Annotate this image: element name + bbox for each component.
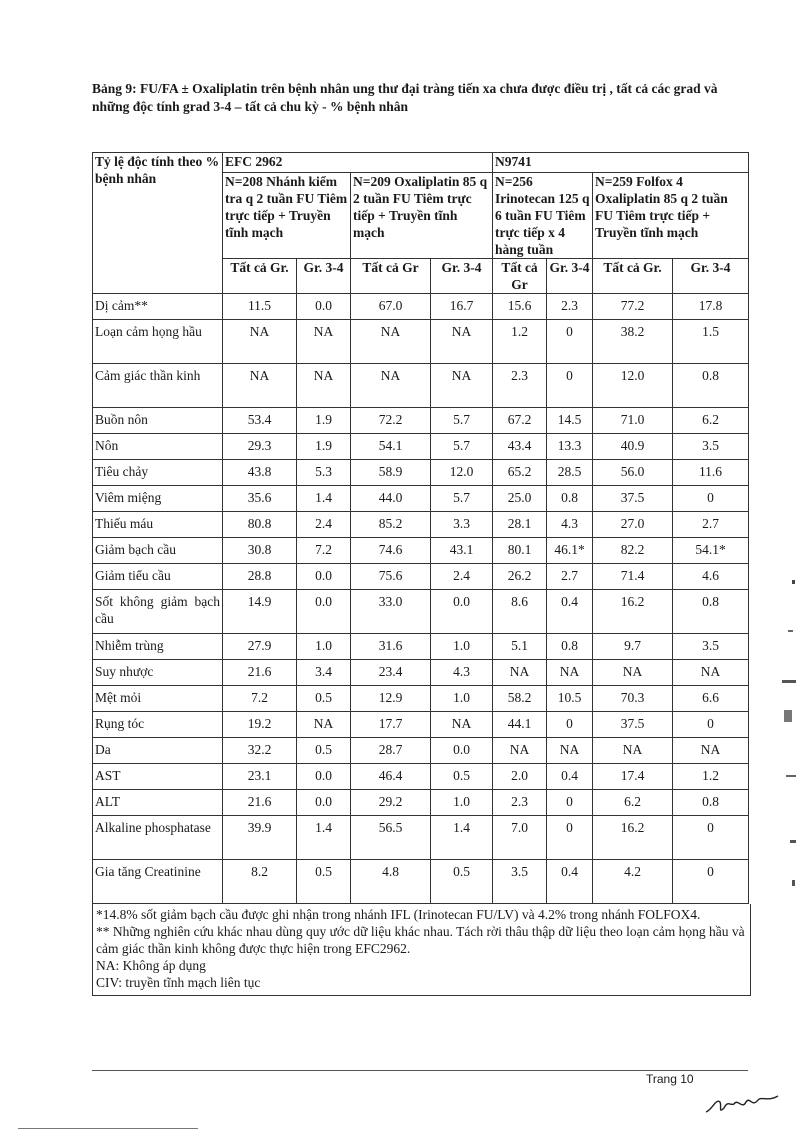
row-label: Dị cảm** — [93, 294, 223, 320]
row-label: Da — [93, 738, 223, 764]
table-cell: 4.8 — [351, 860, 431, 904]
arm-header: N=208 Nhánh kiểm tra q 2 tuần FU Tiêm trực tiếp + Truyền tĩnh mạch — [223, 173, 351, 259]
row-label: Mệt mỏi — [93, 686, 223, 712]
table-cell: 65.2 — [493, 460, 547, 486]
table-cell: 0.0 — [297, 564, 351, 590]
sub-header: Gr. 3-4 — [297, 259, 351, 294]
table-cell: 37.5 — [593, 712, 673, 738]
table-row — [93, 686, 749, 712]
table-cell: 28.5 — [547, 460, 593, 486]
table-cell: 0.0 — [431, 738, 493, 764]
row-label: Tiêu chảy — [93, 460, 223, 486]
table-cell: 5.7 — [431, 408, 493, 434]
table-cell: 0.0 — [297, 590, 351, 634]
table-cell: 29.3 — [223, 434, 297, 460]
table-cell: 6.2 — [593, 790, 673, 816]
table-cell: NA — [431, 712, 493, 738]
table-cell: 56.5 — [351, 816, 431, 860]
table-cell: 44.1 — [493, 712, 547, 738]
table-cell: 1.5 — [673, 320, 749, 364]
table-cell: 15.6 — [493, 294, 547, 320]
group-header-n9741: N9741 — [493, 153, 749, 173]
table-cell: 0 — [547, 816, 593, 860]
sub-header: Gr. 3-4 — [431, 259, 493, 294]
table-cell: 17.7 — [351, 712, 431, 738]
table-cell: 1.0 — [431, 790, 493, 816]
table-row — [93, 860, 749, 904]
table-cell: 21.6 — [223, 660, 297, 686]
table-cell: 3.4 — [297, 660, 351, 686]
table-cell: NA — [223, 364, 297, 408]
row-label: Giảm tiểu cầu — [93, 564, 223, 590]
table-cell: 0 — [673, 712, 749, 738]
table-cell: 53.4 — [223, 408, 297, 434]
table-cell: 35.6 — [223, 486, 297, 512]
table-cell: 3.5 — [493, 860, 547, 904]
table-cell: 44.0 — [351, 486, 431, 512]
footnote: NA: Không áp dụng — [96, 958, 206, 973]
table-cell: 0 — [547, 364, 593, 408]
table-cell: NA — [547, 660, 593, 686]
table-cell: 77.2 — [593, 294, 673, 320]
footnote: CIV: truyền tĩnh mạch liên tục — [96, 975, 261, 990]
table-cell: NA — [351, 364, 431, 408]
table-cell: 39.9 — [223, 816, 297, 860]
table-cell: 2.7 — [547, 564, 593, 590]
table-cell: 8.6 — [493, 590, 547, 634]
table-cell: 1.4 — [297, 486, 351, 512]
bottom-scan-line — [18, 1128, 198, 1129]
table-cell: 12.0 — [431, 460, 493, 486]
table-cell: 1.2 — [493, 320, 547, 364]
row-label: Nhiễm trùng — [93, 634, 223, 660]
table-cell: 1.9 — [297, 408, 351, 434]
table-cell: NA — [673, 738, 749, 764]
sub-header: Tất cả Gr — [351, 259, 431, 294]
table-cell: 0.0 — [431, 590, 493, 634]
row-label: Cảm giác thần kinh — [93, 364, 223, 408]
table-cell: 67.0 — [351, 294, 431, 320]
table-cell: 27.0 — [593, 512, 673, 538]
table-cell: 0.8 — [673, 790, 749, 816]
table-cell: 0.4 — [547, 860, 593, 904]
group-header-efc: EFC 2962 — [223, 153, 493, 173]
sub-header: Tất cả Gr. — [593, 259, 673, 294]
table-cell: NA — [673, 660, 749, 686]
handwritten-signature — [702, 1088, 782, 1118]
table-cell: 30.8 — [223, 538, 297, 564]
table-row — [93, 294, 749, 320]
table-cell: 0 — [673, 860, 749, 904]
table-cell: 8.2 — [223, 860, 297, 904]
table-cell: 16.7 — [431, 294, 493, 320]
row-label: Buồn nôn — [93, 408, 223, 434]
sub-header: Gr. 3-4 — [547, 259, 593, 294]
table-cell: 7.2 — [297, 538, 351, 564]
arm-header: N=259 Folfox 4 Oxaliplatin 85 q 2 tuần FU Tiêm trực tiếp + Truyền tĩnh mạch — [593, 173, 749, 259]
table-cell: 0.8 — [673, 364, 749, 408]
table-cell: 4.6 — [673, 564, 749, 590]
row-label: Thiếu máu — [93, 512, 223, 538]
table-cell: 58.9 — [351, 460, 431, 486]
footer-rule — [92, 1070, 748, 1071]
row-label: Alkaline phosphatase — [93, 816, 223, 860]
footnote: ** Những nghiên cứu khác nhau dùng quy ước dữ liệu khác nhau. Tách rời thâu thập dữ liệu theo loạn cảm họng hầu và cảm giác thần kinh không được thực hiện trong EFC2962. — [96, 924, 745, 956]
table-cell: 23.1 — [223, 764, 297, 790]
footnote: *14.8% sốt giảm bạch cầu được ghi nhận trong nhánh IFL (Irinotecan FU/LV) và 4.2% trong nhánh FOLFOX4. — [96, 907, 701, 922]
table-cell: 1.0 — [297, 634, 351, 660]
table-cell: 12.9 — [351, 686, 431, 712]
table-caption: Bảng 9: FU/FA ± Oxaliplatin trên bệnh nhân ung thư đại tràng tiến xa chưa được điều trị , tất cả các grad và những độc tính grad 3-4 – tất cả chu kỳ - % bệnh nhân — [92, 81, 718, 114]
table-cell: 27.9 — [223, 634, 297, 660]
table-cell: 28.1 — [493, 512, 547, 538]
table-cell: 2.0 — [493, 764, 547, 790]
table-cell: 0 — [547, 790, 593, 816]
table-cell: 7.2 — [223, 686, 297, 712]
table-cell: 5.7 — [431, 434, 493, 460]
table-cell: 16.2 — [593, 590, 673, 634]
table-cell: 19.2 — [223, 712, 297, 738]
table-cell: 2.7 — [673, 512, 749, 538]
table-cell: 56.0 — [593, 460, 673, 486]
table-cell: 0.4 — [547, 590, 593, 634]
table-cell: 46.1* — [547, 538, 593, 564]
table-cell: 80.8 — [223, 512, 297, 538]
row-label: Loạn cảm họng hầu — [93, 320, 223, 364]
table-row — [93, 660, 749, 686]
table-cell: 11.5 — [223, 294, 297, 320]
row-label: ALT — [93, 790, 223, 816]
table-cell: 1.4 — [297, 816, 351, 860]
table-cell: 43.8 — [223, 460, 297, 486]
table-row — [93, 364, 749, 408]
table-cell: 85.2 — [351, 512, 431, 538]
row-label: Sốt không giảm bạch cầu — [93, 590, 223, 634]
table-row — [93, 712, 749, 738]
table-cell: 80.1 — [493, 538, 547, 564]
table-row — [93, 564, 749, 590]
table-cell: 0 — [673, 816, 749, 860]
table-cell: 3.3 — [431, 512, 493, 538]
table-cell: 0.5 — [297, 738, 351, 764]
table-cell: NA — [431, 364, 493, 408]
table-row — [93, 320, 749, 364]
table-cell: 4.2 — [593, 860, 673, 904]
table-cell: 0.8 — [547, 486, 593, 512]
table-row — [93, 538, 749, 564]
table-cell: 33.0 — [351, 590, 431, 634]
table-cell: 38.2 — [593, 320, 673, 364]
table-row — [93, 634, 749, 660]
table-cell: NA — [547, 738, 593, 764]
table-row — [93, 408, 749, 434]
table-cell: 9.7 — [593, 634, 673, 660]
arm-header: N=256 Irinotecan 125 q 6 tuần FU Tiêm trực tiếp x 4 hàng tuần — [493, 173, 593, 259]
sub-header: Tất cả Gr. — [223, 259, 297, 294]
table-cell: NA — [297, 364, 351, 408]
table-cell: 11.6 — [673, 460, 749, 486]
table-cell: 0.0 — [297, 764, 351, 790]
table-cell: 82.2 — [593, 538, 673, 564]
table-cell: 4.3 — [547, 512, 593, 538]
table-row — [93, 816, 749, 860]
table-cell: 71.4 — [593, 564, 673, 590]
table-cell: 1.0 — [431, 634, 493, 660]
table-cell: 2.4 — [297, 512, 351, 538]
table-cell: 72.2 — [351, 408, 431, 434]
table-cell: 29.2 — [351, 790, 431, 816]
table-cell: 16.2 — [593, 816, 673, 860]
table-cell: NA — [297, 712, 351, 738]
table-cell: NA — [593, 660, 673, 686]
table-cell: 28.7 — [351, 738, 431, 764]
table-cell: 3.5 — [673, 434, 749, 460]
table-cell: 71.0 — [593, 408, 673, 434]
toxicity-table — [92, 152, 749, 904]
table-cell: 6.2 — [673, 408, 749, 434]
table-cell: 0.5 — [431, 860, 493, 904]
table-cell: 5.7 — [431, 486, 493, 512]
sub-header: Tất cả Gr — [493, 259, 547, 294]
table-cell: 2.4 — [431, 564, 493, 590]
table-row — [93, 460, 749, 486]
table-row — [93, 486, 749, 512]
table-row — [93, 512, 749, 538]
table-cell: 1.0 — [431, 686, 493, 712]
table-cell: NA — [493, 738, 547, 764]
table-notes — [92, 904, 751, 996]
table-cell: NA — [493, 660, 547, 686]
table-cell: 14.5 — [547, 408, 593, 434]
row-label: Gia tăng Creatinine — [93, 860, 223, 904]
table-cell: 1.2 — [673, 764, 749, 790]
table-cell: 5.3 — [297, 460, 351, 486]
page-number: Trang 10 — [646, 1072, 694, 1086]
table-cell: 0.5 — [297, 860, 351, 904]
table-cell: 28.8 — [223, 564, 297, 590]
table-cell: 23.4 — [351, 660, 431, 686]
table-cell: 25.0 — [493, 486, 547, 512]
table-cell: 21.6 — [223, 790, 297, 816]
table-cell: NA — [297, 320, 351, 364]
table-row — [93, 790, 749, 816]
row-label: AST — [93, 764, 223, 790]
table-cell: 1.9 — [297, 434, 351, 460]
table-cell: 31.6 — [351, 634, 431, 660]
table-cell: 10.5 — [547, 686, 593, 712]
corner-header: Tỷ lệ độc tính theo % bệnh nhân — [93, 153, 223, 294]
table-cell: NA — [223, 320, 297, 364]
table-cell: 58.2 — [493, 686, 547, 712]
table-cell: 37.5 — [593, 486, 673, 512]
table-cell: 46.4 — [351, 764, 431, 790]
table-cell: 26.2 — [493, 564, 547, 590]
table-cell: 54.1 — [351, 434, 431, 460]
row-label: Giảm bạch cầu — [93, 538, 223, 564]
table-row — [93, 590, 749, 634]
table-cell: 17.4 — [593, 764, 673, 790]
table-cell: NA — [351, 320, 431, 364]
table-cell: 0.0 — [297, 790, 351, 816]
table-cell: 40.9 — [593, 434, 673, 460]
table-cell: 75.6 — [351, 564, 431, 590]
table-cell: 0.8 — [547, 634, 593, 660]
table-cell: 67.2 — [493, 408, 547, 434]
table-cell: 3.5 — [673, 634, 749, 660]
scan-margin-artifacts — [770, 560, 799, 900]
row-label: Rụng tóc — [93, 712, 223, 738]
table-body — [93, 294, 749, 904]
table-cell: 0.0 — [297, 294, 351, 320]
table-cell: 1.4 — [431, 816, 493, 860]
table-cell: NA — [431, 320, 493, 364]
table-cell: 14.9 — [223, 590, 297, 634]
table-cell: 6.6 — [673, 686, 749, 712]
table-cell: 32.2 — [223, 738, 297, 764]
table-row — [93, 434, 749, 460]
table-cell: 0.5 — [297, 686, 351, 712]
table-cell: 54.1* — [673, 538, 749, 564]
table-cell: 74.6 — [351, 538, 431, 564]
table-cell: 4.3 — [431, 660, 493, 686]
arm-header: N=209 Oxaliplatin 85 q 2 tuần FU Tiêm trực tiếp + Truyền tĩnh mạch — [351, 173, 493, 259]
table-cell: 43.4 — [493, 434, 547, 460]
table-cell: 7.0 — [493, 816, 547, 860]
table-cell: 0 — [547, 320, 593, 364]
row-label: Suy nhược — [93, 660, 223, 686]
table-cell: 0 — [547, 712, 593, 738]
table-cell: 0.4 — [547, 764, 593, 790]
table-cell: 5.1 — [493, 634, 547, 660]
table-cell: 0.5 — [431, 764, 493, 790]
table-row — [93, 764, 749, 790]
table-row — [93, 738, 749, 764]
table-cell: 17.8 — [673, 294, 749, 320]
table-cell: 0.8 — [673, 590, 749, 634]
table-cell: 43.1 — [431, 538, 493, 564]
toxicity-table-container — [92, 152, 748, 996]
table-cell: 0 — [673, 486, 749, 512]
row-label: Viêm miệng — [93, 486, 223, 512]
table-cell: NA — [593, 738, 673, 764]
table-cell: 70.3 — [593, 686, 673, 712]
table-cell: 13.3 — [547, 434, 593, 460]
table-cell: 2.3 — [493, 790, 547, 816]
table-cell: 2.3 — [547, 294, 593, 320]
table-cell: 2.3 — [493, 364, 547, 408]
row-label: Nôn — [93, 434, 223, 460]
table-cell: 12.0 — [593, 364, 673, 408]
sub-header: Gr. 3-4 — [673, 259, 749, 294]
